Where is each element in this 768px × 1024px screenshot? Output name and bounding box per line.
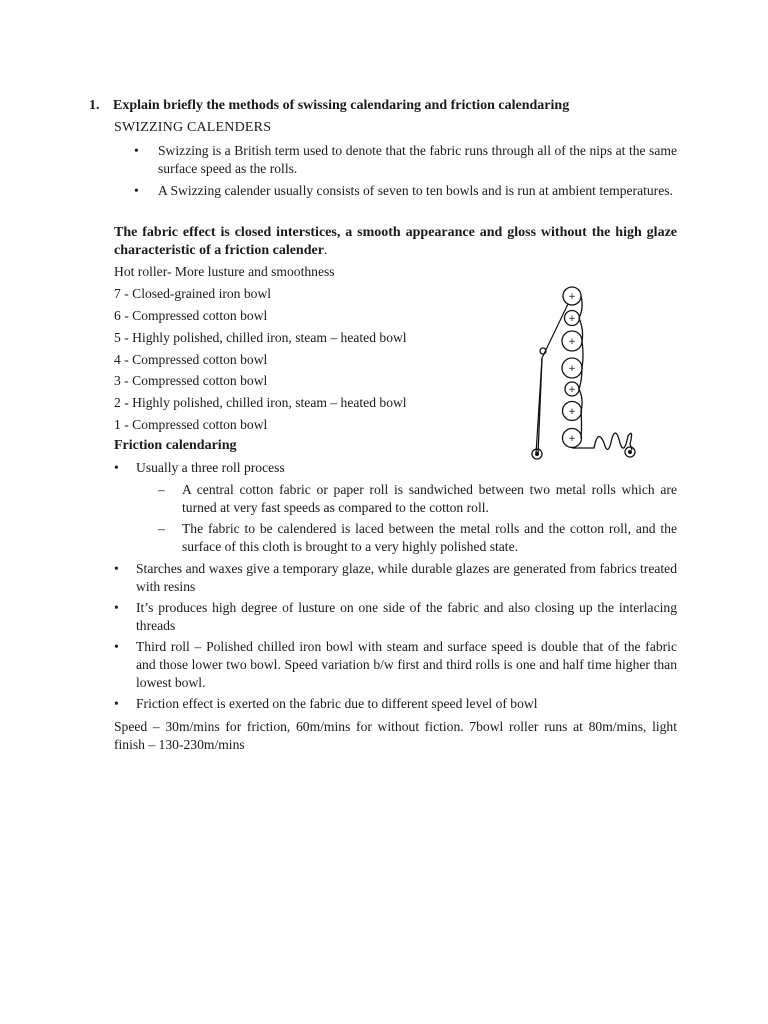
- list-item: • Starches and waxes give a temporary glaze, while durable glazes are generated from fabrics treated with resins: [114, 561, 677, 594]
- text-line: 1 - Compressed cotton bowl: [114, 417, 268, 433]
- swizzing-heading: SWIZZING CALENDERS: [114, 120, 272, 135]
- bullet-icon: •: [114, 696, 119, 711]
- list-item: • It’s produces high degree of lusture on one side of the fabric and also closing up the interlacing threads: [114, 600, 677, 633]
- bullet-icon: •: [114, 561, 119, 576]
- list-item: • Usually a three roll process – A central cotton fabric or paper roll is sandwiched between two metal rolls which are turned at very fast speeds as compared to the cotton roll. – The fabric to be calendered is laced between the metal rolls and the cotton roll, and the surface of this cloth is brought to a very highly polished state.: [114, 460, 677, 554]
- sub-bullet-list: [158, 481, 677, 556]
- roll-plus-icon: +: [568, 407, 576, 417]
- text-line: Hot roller- More lusture and smoothness: [114, 264, 335, 279]
- roll-plus-icon: +: [568, 385, 576, 395]
- sub-list-item: – A central cotton fabric or paper roll is sandwiched between two metal rolls which are turned at very fast speeds as compared to the cotton roll.: [158, 482, 677, 515]
- calender-diagram: [524, 278, 644, 464]
- text-line: 4 - Compressed cotton bowl: [114, 351, 268, 367]
- friction-bullet-list: [114, 459, 677, 716]
- roll-plus-icon: +: [568, 364, 576, 374]
- friction-heading: Friction calendaring: [114, 438, 237, 453]
- swizzing-bullet-list: [134, 142, 677, 204]
- bowl-list: [114, 263, 514, 438]
- bullet-icon: •: [134, 143, 139, 158]
- roll-plus-icon: +: [568, 292, 576, 302]
- roll-plus-icon: +: [568, 314, 576, 324]
- text-line: 6 - Compressed cotton bowl: [114, 307, 268, 323]
- question-line: [89, 97, 689, 115]
- dash-icon: –: [158, 482, 165, 497]
- dash-icon: –: [158, 521, 165, 536]
- speed-paragraph: Speed – 30m/mins for friction, 60m/mins for without fiction. 7bowl roller runs at 80m/mins, light finish – 130-230m/mins: [114, 719, 677, 752]
- list-item: • Swizzing is a British term used to denote that the fabric runs through all of the nips at the same surface speed as the rolls.: [134, 143, 677, 176]
- question-number: 1.: [89, 98, 100, 113]
- fabric-effect-paragraph: The fabric effect is closed interstices, a smooth appearance and gloss without the high glaze characteristic of a friction calender.: [114, 225, 677, 258]
- bullet-icon: •: [114, 639, 119, 654]
- text-line: 7 - Closed-grained iron bowl: [114, 285, 272, 301]
- list-item: • Third roll – Polished chilled iron bowl with steam and surface speed is double that of the fabric and those lower two bowl. Speed variation b/w first and third rolls is one and half time higher than lowest bowl.: [114, 639, 677, 690]
- text-line: 2 - Highly polished, chilled iron, steam – heated bowl: [114, 395, 407, 411]
- bullet-icon: •: [134, 183, 139, 198]
- text-line: 5 - Highly polished, chilled iron, steam – heated bowl: [114, 329, 407, 345]
- list-item: • A Swizzing calender usually consists of seven to ten bowls and is run at ambient temperatures.: [134, 183, 673, 198]
- roll-plus-icon: +: [568, 337, 576, 347]
- list-item: • Friction effect is exerted on the fabric due to different speed level of bowl: [114, 696, 538, 711]
- text-line: 3 - Compressed cotton bowl: [114, 373, 268, 389]
- bullet-icon: •: [114, 460, 119, 475]
- question-text: Explain briefly the methods of swissing calendaring and friction calendaring: [113, 98, 570, 113]
- bullet-icon: •: [114, 600, 119, 615]
- roll-plus-icon: +: [568, 434, 576, 444]
- sub-list-item: – The fabric to be calendered is laced between the metal rolls and the cotton roll, and the surface of this cloth is brought to a very highly polished state.: [158, 521, 677, 554]
